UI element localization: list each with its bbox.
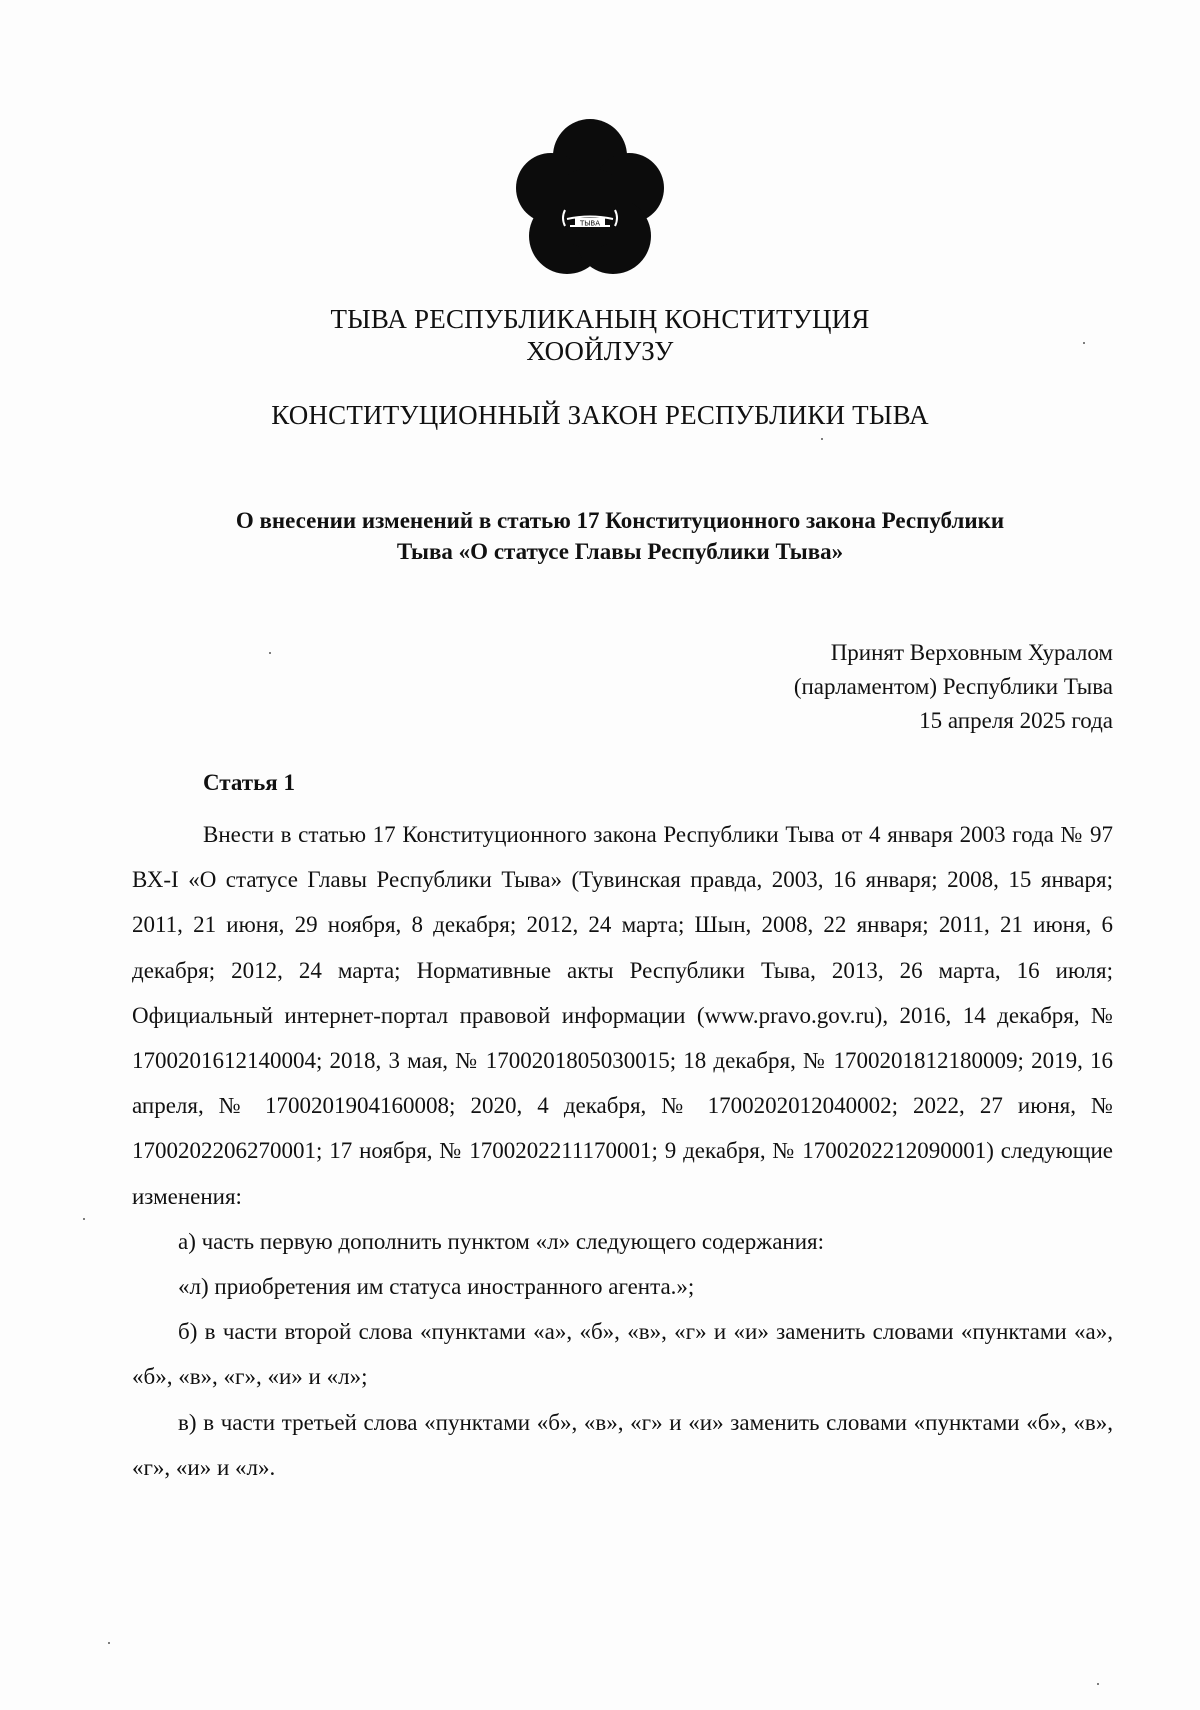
article-paragraph-main: Внести в статью 17 Конституционного закона Республики Тыва от 4 января 2003 года № 97 ВХ-I «О статусе Главы Республики Тыва» (Тувинская правда, 2003, 16 января; 2008, 15 января; 2011, 21 июня, 29 ноября, 8 декабря; 2012, 24 марта; Шын, 2008, 22 января; 2011, 21 июня, 6 декабря; 2012, 24 марта; Нормативные акты Республики Тыва, 2013, 26 марта, 16 июля; Официальный интернет-портал правовой информации (www.pravo.gov.ru), 2016, 14 декабря, № 1700201612140004; 2018, 3 мая, № 1700201805030015; 18 декабря, № 1700201812180009; 2019, 16 апреля, № 1700201904160008; 2020, 4 декабря, № 1700202012040002; 2022, 27 июня, № 1700202206270001; 17 ноября, № 1700202211170001; 9 декабря, № 1700202212090001) следующие изменения:	[132, 822, 1113, 1209]
scan-speck	[1083, 342, 1085, 344]
law-title	[130, 505, 1110, 567]
republic-emblem-icon	[515, 118, 665, 278]
scan-speck	[269, 652, 271, 654]
article-heading: Статья 1	[203, 770, 295, 795]
scan-speck	[1097, 1683, 1099, 1685]
adoption-block	[794, 636, 1113, 738]
article-item-v: в) в части третьей слова «пунктами «б», «в», «г» и «и» заменить словами «пунктами «б», «в», «г», «и» и «л».	[132, 1409, 1113, 1480]
article-item-l-quote: «л) приобретения им статуса иностранного агента.»;	[178, 1274, 695, 1300]
scan-speck	[108, 1642, 110, 1644]
article-body	[132, 812, 1113, 1490]
law-title-line2: Тыва «О статусе Главы Республики Тыва»	[396, 539, 844, 564]
law-title-line1: О внесении изменений в статью 17 Конституционного закона Республики	[235, 508, 1005, 533]
russian-law-heading: КОНСТИТУЦИОННЫЙ ЗАКОН РЕСПУБЛИКИ ТЫВА	[271, 400, 929, 430]
article-item-a: а) часть первую дополнить пунктом «л» следующего содержания:	[178, 1228, 824, 1254]
emblem-inscription: ТЫВА	[579, 219, 601, 228]
adoption-date: 15 апреля 2025 года	[919, 708, 1113, 733]
tuvan-heading-line1: ТЫВА РЕСПУБЛИКАНЫҢ КОНСТИТУЦИЯ	[330, 304, 870, 334]
scan-speck	[83, 1218, 85, 1220]
tuvan-heading-line2: ХООЙЛУЗУ	[526, 336, 674, 366]
adoption-line2: (парламентом) Республики Тыва	[793, 674, 1113, 699]
tuvan-law-heading	[0, 303, 1200, 367]
adoption-line1: Принят Верховным Хуралом	[830, 640, 1113, 665]
scan-speck	[821, 438, 823, 440]
article-item-b: б) в части второй слова «пунктами «а», «б», «в», «г» и «и» заменить словами «пунктами «а», «б», «в», «г», «и» и «л»;	[132, 1319, 1113, 1390]
